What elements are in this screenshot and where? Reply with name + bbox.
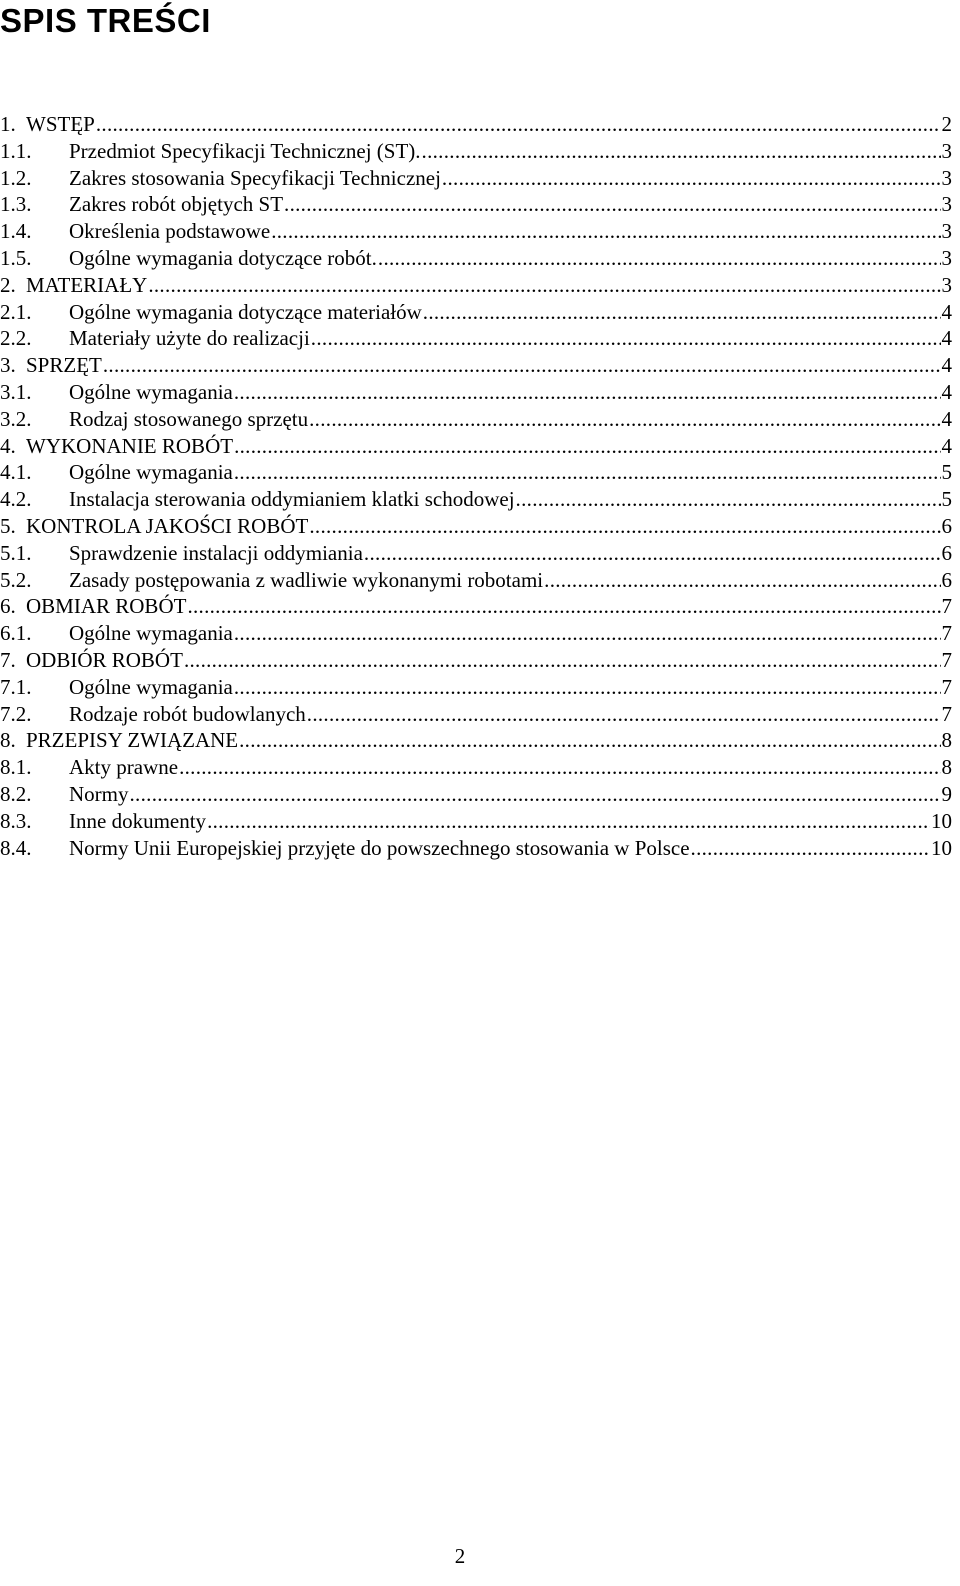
toc-entry-title: PRZEPISY ZWIĄZANE	[26, 728, 239, 753]
toc-entry-title: Określenia podstawowe	[69, 219, 271, 244]
toc-entry-number: 1.	[0, 112, 16, 136]
toc-dot-leader	[234, 379, 941, 406]
toc-entry[interactable]	[0, 191, 952, 218]
toc-entry-title: Instalacja sterowania oddymianiem klatki schodowej	[69, 487, 515, 512]
toc-entry-title: Ogólne wymagania dotyczące materiałów	[69, 299, 422, 324]
toc-entry-number: 5.2.	[0, 567, 32, 592]
toc-dot-leader	[234, 674, 941, 701]
toc-entry[interactable]	[0, 325, 952, 352]
page-number: 2	[454, 1544, 466, 1568]
toc-entry[interactable]	[0, 433, 952, 460]
toc-entry-number: 4.1.	[0, 460, 32, 485]
toc-entry[interactable]	[0, 245, 952, 272]
toc-dot-leader	[271, 218, 940, 245]
toc-entry[interactable]	[0, 620, 952, 647]
toc-dot-leader	[148, 272, 940, 299]
toc-entry-title: KONTROLA JAKOŚCI ROBÓT	[26, 513, 309, 538]
toc-entry-title: WSTĘP	[26, 112, 95, 136]
toc-entry-page: 6	[941, 513, 952, 538]
toc-dot-leader	[234, 459, 941, 486]
toc-dot-leader	[187, 593, 940, 620]
toc-entry-page: 4	[941, 406, 952, 431]
page-title: SPIS TREŚCI	[0, 2, 211, 39]
toc-entry-number: 6.	[0, 594, 16, 619]
table-of-contents	[0, 111, 952, 861]
toc-entry-number: 7.2.	[0, 701, 32, 726]
toc-entry-page: 7	[941, 701, 952, 726]
toc-entry-title: WYKONANIE ROBÓT	[26, 433, 234, 458]
toc-dot-leader	[309, 513, 940, 540]
toc-entry-number: 2.2.	[0, 326, 32, 351]
toc-entry-page: 3	[941, 245, 952, 270]
toc-entry-number: 3.	[0, 353, 16, 378]
toc-entry-page: 8	[941, 755, 952, 780]
toc-dot-leader	[364, 540, 941, 567]
toc-entry-page: 7	[941, 647, 952, 672]
toc-entry-title: ODBIÓR ROBÓT	[26, 647, 183, 672]
toc-entry-number: 5.	[0, 513, 16, 538]
toc-entry[interactable]	[0, 540, 952, 567]
toc-entry[interactable]	[0, 299, 952, 326]
toc-entry-page: 5	[941, 460, 952, 485]
toc-entry-number: 8.3.	[0, 808, 32, 833]
toc-dot-leader	[234, 433, 940, 460]
toc-entry-page: 3	[941, 165, 952, 190]
toc-entry-title: SPRZĘT	[26, 353, 102, 378]
toc-entry-number: 6.1.	[0, 621, 32, 646]
toc-entry-title: Ogólne wymagania	[69, 674, 233, 699]
toc-entry-title: Rodzaje robót budowlanych	[69, 701, 306, 726]
toc-entry-page: 4	[941, 379, 952, 404]
toc-entry[interactable]	[0, 379, 952, 406]
toc-dot-leader	[130, 781, 941, 808]
toc-entry-title: Normy	[69, 781, 129, 806]
toc-entry-number: 2.1.	[0, 299, 32, 324]
toc-entry-page: 3	[941, 138, 952, 163]
toc-dot-leader	[234, 620, 941, 647]
toc-entry-title: Akty prawne	[69, 755, 179, 780]
toc-dot-leader	[207, 808, 930, 835]
toc-entry[interactable]	[0, 808, 952, 835]
toc-entry-number: 3.1.	[0, 379, 32, 404]
toc-entry[interactable]	[0, 754, 952, 781]
toc-dot-leader	[184, 647, 941, 674]
toc-entry[interactable]	[0, 835, 952, 862]
toc-entry-number: 1.2.	[0, 165, 32, 190]
toc-entry[interactable]	[0, 513, 952, 540]
toc-entry-page: 2	[941, 112, 952, 136]
toc-dot-leader	[309, 406, 940, 433]
toc-dot-leader	[179, 754, 940, 781]
toc-entry-page: 6	[941, 567, 952, 592]
toc-entry-number: 1.4.	[0, 219, 32, 244]
toc-entry-number: 1.3.	[0, 192, 32, 217]
toc-entry-number: 5.1.	[0, 540, 32, 565]
toc-entry-title: Materiały użyte do realizacji	[69, 326, 310, 351]
toc-entry-page: 7	[941, 674, 952, 699]
toc-entry-page: 3	[941, 192, 952, 217]
toc-entry[interactable]	[0, 111, 952, 138]
toc-entry-page: 6	[941, 540, 952, 565]
toc-entry[interactable]	[0, 138, 952, 165]
toc-entry-number: 4.	[0, 433, 16, 458]
toc-entry-page: 4	[941, 299, 952, 324]
toc-entry[interactable]	[0, 674, 952, 701]
toc-entry-page: 5	[941, 487, 952, 512]
toc-entry-number: 7.	[0, 647, 16, 672]
toc-dot-leader	[544, 567, 940, 594]
toc-entry-page: 7	[941, 594, 952, 619]
toc-dot-leader	[239, 727, 940, 754]
toc-entry-title: OBMIAR ROBÓT	[26, 594, 187, 619]
toc-entry-page: 3	[941, 272, 952, 297]
toc-entry-page: 7	[941, 621, 952, 646]
toc-entry[interactable]	[0, 486, 952, 513]
toc-entry-title: Zakres robót objętych ST	[69, 192, 284, 217]
toc-entry-number: 8.4.	[0, 835, 32, 860]
toc-entry-number: 3.2.	[0, 406, 32, 431]
toc-entry-title: Zasady postępowania z wadliwie wykonanymi robotami	[69, 567, 544, 592]
toc-entry-page: 4	[941, 433, 952, 458]
toc-entry-title: Przedmiot Specyfikacji Technicznej (ST).	[69, 138, 421, 163]
toc-entry[interactable]	[0, 727, 952, 754]
toc-entry-page: 9	[941, 781, 952, 806]
toc-dot-leader	[691, 835, 930, 862]
toc-entry[interactable]	[0, 567, 952, 594]
toc-dot-leader	[422, 138, 941, 165]
toc-dot-leader	[516, 486, 941, 513]
toc-dot-leader	[103, 352, 941, 379]
toc-entry-page: 8	[941, 728, 952, 753]
toc-entry-page: 3	[941, 219, 952, 244]
toc-dot-leader	[423, 299, 941, 326]
toc-entry-number: 1.1.	[0, 138, 32, 163]
toc-dot-leader	[442, 165, 941, 192]
toc-entry-page: 10	[931, 808, 952, 833]
toc-dot-leader	[284, 191, 940, 218]
toc-entry-number: 8.2.	[0, 781, 32, 806]
toc-entry[interactable]	[0, 701, 952, 728]
toc-dot-leader	[378, 245, 941, 272]
toc-entry-page: 4	[941, 353, 952, 378]
toc-entry-title: Normy Unii Europejskiej przyjęte do powszechnego stosowania w Polsce	[69, 835, 690, 860]
toc-entry-number: 8.1.	[0, 755, 32, 780]
toc-entry-title: Sprawdzenie instalacji oddymiania	[69, 540, 363, 565]
toc-entry[interactable]	[0, 352, 952, 379]
toc-entry-title: Rodzaj stosowanego sprzętu	[69, 406, 309, 431]
toc-entry-page: 10	[931, 835, 952, 860]
toc-dot-leader	[96, 111, 941, 138]
toc-entry-title: Ogólne wymagania	[69, 621, 233, 646]
toc-entry-title: Inne dokumenty	[69, 808, 207, 833]
toc-entry[interactable]	[0, 406, 952, 433]
toc-entry[interactable]	[0, 593, 952, 620]
toc-entry[interactable]	[0, 647, 952, 674]
toc-entry[interactable]	[0, 165, 952, 192]
toc-entry-number: 7.1.	[0, 674, 32, 699]
toc-dot-leader	[311, 325, 941, 352]
toc-entry-title: Ogólne wymagania	[69, 460, 233, 485]
toc-dot-leader	[307, 701, 941, 728]
toc-entry-number: 4.2.	[0, 487, 32, 512]
toc-entry-page: 4	[941, 326, 952, 351]
toc-entry-title: Zakres stosowania Specyfikacji Technicznej	[69, 165, 441, 190]
toc-entry-title: MATERIAŁY	[26, 272, 148, 297]
toc-entry[interactable]	[0, 218, 952, 245]
toc-entry[interactable]	[0, 272, 952, 299]
toc-entry-title: Ogólne wymagania	[69, 379, 233, 404]
toc-entry[interactable]	[0, 781, 952, 808]
toc-entry[interactable]	[0, 459, 952, 486]
toc-entry-number: 2.	[0, 272, 16, 297]
toc-entry-title: Ogólne wymagania dotyczące robót.	[69, 245, 377, 270]
toc-entry-number: 8.	[0, 728, 16, 753]
toc-entry-number: 1.5.	[0, 245, 32, 270]
